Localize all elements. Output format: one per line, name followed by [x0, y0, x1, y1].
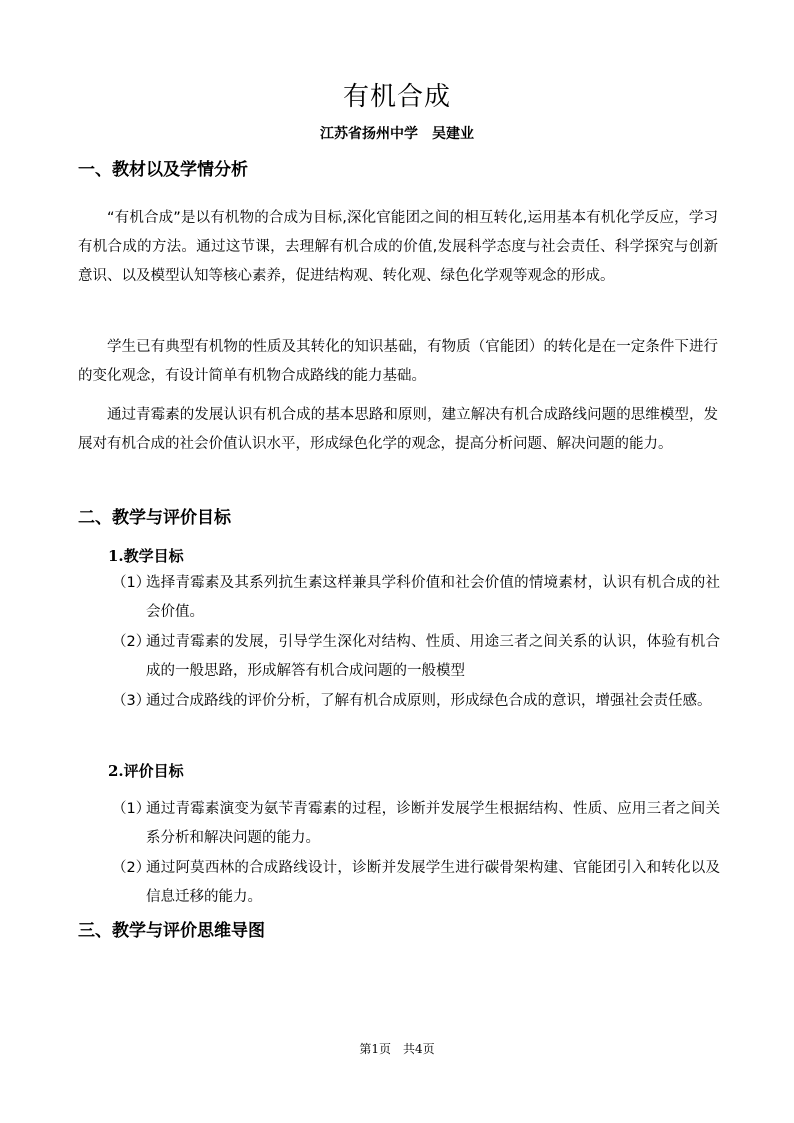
section-1-heading: 一、教材以及学情分析: [78, 160, 248, 180]
evaluation-goal-text-2: 通过阿莫西林的合成路线设计，诊断并发展学生进行碳骨架构建、官能团引入和转化以及信息迁移的能力。: [146, 860, 720, 905]
evaluation-goal-number-1: （1）: [112, 801, 151, 817]
evaluation-goal-item-2: [112, 854, 720, 912]
teaching-goal-item-1: [112, 569, 720, 627]
page-footer: 第1页 共4页: [359, 1042, 435, 1056]
teaching-goal-item-3: [112, 687, 720, 716]
section-1-paragraph-2: 学生已有典型有机物的性质及其转化的知识基础，有物质（官能团）的转化是在一定条件下进行的变化观念，有设计简单有机物合成路线的能力基础。: [78, 339, 718, 384]
section-3-heading: 三、教学与评价思维导图: [78, 921, 265, 941]
teaching-goal-number-1: （1）: [112, 575, 151, 591]
teaching-goals-heading: 1.教学目标: [108, 547, 184, 565]
evaluation-goals-heading: 2.评价目标: [108, 762, 184, 780]
evaluation-goal-text-1: 通过青霉素演变为氨苄青霉素的过程，诊断并发展学生根据结构、性质、应用三者之间关系分析和解决问题的能力。: [146, 801, 720, 846]
teaching-goal-text-1: 选择青霉素及其系列抗生素这样兼具学科价值和社会价值的情境素材，认识有机合成的社会价值。: [146, 575, 720, 620]
teaching-goal-number-3: （3）: [112, 693, 151, 709]
document-author: 江苏省扬州中学 吴建业: [320, 126, 474, 142]
evaluation-goal-number-2: （2）: [112, 860, 151, 876]
section-1-paragraph-1: “有机合成”是以有机物的合成为目标,深化官能团之间的相互转化,运用基本有机化学反应，学习有机合成的方法。通过这节课，去理解有机合成的价值,发展科学态度与社会责任、科学探究与创新意识、以及模型认知等核心素养，促进结构观、转化观、绿色化学观等观念的形成。: [78, 210, 718, 284]
section-2-heading: 二、教学与评价目标: [78, 508, 231, 528]
teaching-goal-item-2: [112, 628, 720, 686]
teaching-goal-number-2: （2）: [112, 634, 151, 650]
section-1-paragraph-3: 通过青霉素的发展认识有机合成的基本思路和原则，建立解决有机合成路线问题的思维模型，发展对有机合成的社会价值认识水平，形成绿色化学的观念，提高分析问题、解决问题的能力。: [78, 407, 718, 452]
teaching-goal-text-2: 通过青霉素的发展，引导学生深化对结构、性质、用途三者之间关系的认识，体验有机合成的一般思路，形成解答有机合成问题的一般模型: [146, 634, 720, 679]
document-title: 有机合成: [342, 82, 451, 112]
teaching-goal-text-3: 通过合成路线的评价分析，了解有机合成原则，形成绿色合成的意识，增强社会责任感。: [146, 693, 712, 709]
evaluation-goal-item-1: [112, 795, 720, 853]
